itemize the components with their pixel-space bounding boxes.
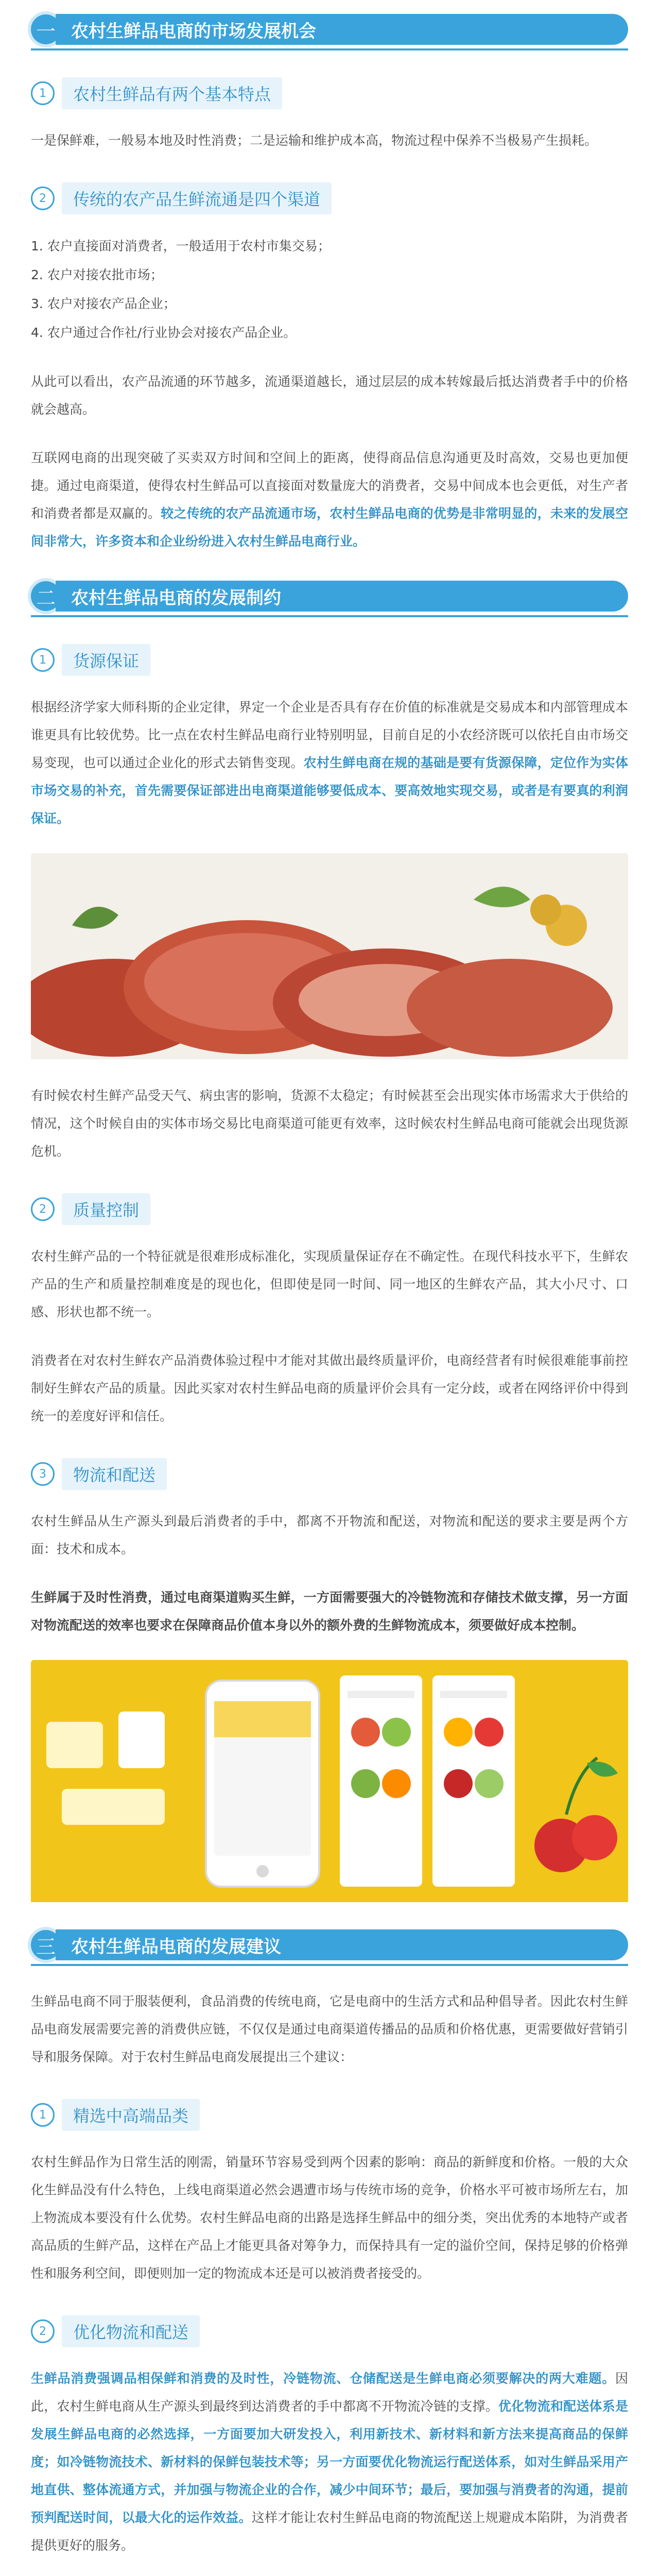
section-number-badge: 二 [31,581,61,611]
fresh-meat-photo [31,853,628,1061]
paragraph-text: 互联网电商的出现突破了买卖双方时间和空间上的距离，使得商品信息沟通更及时高效，交易也更加便捷。通过电商渠道，使得农村生鲜品可以直接面对数量庞大的消费者，交易中间成本也会更低，对生产者和消费者都是双赢的。 [31,450,628,521]
paragraph-text: 这样才能让农村生鲜品电商的物流配送上规避成本陷阱，为消费者提供更好的服务。 [31,2510,628,2553]
paragraph-text: 因此，农村生鲜电商从生产源头到最终到达消费者的手中都离不开物流冷链的支撑。 [31,2371,628,2414]
subheading-label: 货源保证 [62,644,150,676]
list-item: 3. 农户对接农产品企业； [31,296,176,311]
subheading-label: 精选中高端品类 [62,2099,200,2131]
list-item: 2. 农户对接农批市场； [31,267,163,282]
subheading-number: 1 [31,648,55,672]
subheading-label: 农村生鲜品有两个基本特点 [62,77,282,109]
subheading-number: 2 [31,1197,55,1221]
subheading-label: 传统的农产品生鲜流通是四个渠道 [62,182,332,214]
paragraph [31,2365,628,2560]
subheading-number: 2 [31,2319,55,2343]
subheading-3-2 [31,2315,628,2347]
subheading-label: 质量控制 [62,1193,150,1225]
paragraph: 农村生鲜品从生产源头到最后消费者的手中，都离不开物流和配送，对物流和配送的要求主要是两个方面：技术和成本。 [31,1514,628,1556]
subheading-number: 2 [31,187,55,210]
subheading-number: 3 [31,1462,55,1486]
paragraph-text: 根据经济学家大师科斯的企业定律，界定一个企业是否具有存在价值的标准就是交易成本和内部管理成本谁更具有比较优势。比一点在农村生鲜品电商行业特别明显，目前自足的小农经济既可以依托自由市场交易变现，也可以通过企业化的形式去销售变现。 [31,700,628,770]
subheading-2-1 [31,644,628,676]
subheading-number: 1 [31,2103,55,2127]
section-rule [31,615,628,617]
subheading-1-2 [31,182,628,214]
subheading-label: 物流和配送 [62,1458,167,1490]
highlight-text: 优化物流和配送体系是发展生鲜品电商的必然选择，一方面要加大研发投入，利用新技术、新材料和新方法来提高商品的保鲜度；如冷链物流技术、新材料的保鲜包装技术等；另一方面要优化物流运行配送体系，如对生鲜品采用产地直供、整体流通方式，并加强与物流企业的合作，减少中间环节；最后，要加强与消费者的沟通，提前预判配送时间，以最大化的运作效益。 [31,2399,628,2525]
paragraph: 生鲜品电商不同于服装便利，食品消费的传统电商，它是电商中的生活方式和品种倡导者。因此农村生鲜品电商发展需要完善的消费供应链，不仅仅是通过电商渠道传播品的品质和价格优惠，更需要做好营销引导和服务保障。对于农村生鲜品电商发展提出三个建议： [31,1994,628,2064]
section-rule [31,48,628,50]
section-title: 农村生鲜品电商的市场发展机会 [56,14,628,45]
section-header-1 [31,9,628,49]
list-item: 4. 农户通过合作社/行业协会对接农产品企业。 [31,325,297,340]
paragraph: 有时候农村生鲜产品受天气、病虫害的影响，货源不太稳定；有时候甚至会出现实体市场需求大于供给的情况，这个时候自由的实体市场交易比电商渠道可能更有效率，这时候农村生鲜品电商可能就会出现货源危机。 [31,1088,628,1159]
article-page [0,9,659,2576]
paragraph: 农村生鲜品作为日常生活的刚需，销量环节容易受到两个因素的影响：商品的新鲜度和价格。一般的大众化生鲜品没有什么特色，上线电商渠道必然会遇遭市场与传统市场的竞争，价格水平可被市场所左右，加上物流成本要没有什么优势。农村生鲜品电商的出路是选择生鲜品中的细分类，突出优秀的本地特产或者高品质的生鲜产品，这样在产品上才能更具备对筹争力，而保持具有一定的溢价空间，保持足够的价格弹性和服务利空间，即便则加一定的物流成本还是可以被消费者接受的。 [31,2155,628,2281]
subheading-label: 优化物流和配送 [62,2315,200,2347]
section-number-badge: 三 [31,1930,61,1960]
highlight-paragraph: 生鲜属于及时性消费，通过电商渠道购买生鲜，一方面需要强大的冷链物流和存储技术做支撑，另一方面对物流配送的效率也要求在保障商品价值本身以外的额外费的生鲜物流成本，须要做好成本控制。 [31,1590,628,1633]
section-rule [31,1964,628,1966]
section-title: 农村生鲜品电商的发展制约 [56,581,628,612]
channel-list [31,232,628,347]
section-header-3 [31,1925,628,1965]
section-number-badge: 一 [31,14,61,44]
paragraph: 从此可以看出，农产品流通的环节越多，流通渠道越长，通过层层的成本转嫁最后抵达消费者手中的价格就会越高。 [31,374,628,417]
subheading-1-1 [31,77,628,109]
paragraph [31,693,628,833]
paragraph: 一是保鲜难，一般易本地及时性消费；二是运输和维护成本高，物流过程中保养不当极易产生损耗。 [31,133,598,148]
highlight-text: 较之传统的农产品流通市场，农村生鲜品电商的优势是非常明显的，未来的发展空间非常大，许多资本和企业纷纷进入农村生鲜品电商行业。 [31,506,628,549]
paragraph: 消费者在对农村生鲜农产品消费体验过程中才能对其做出最终质量评价，电商经营者有时候很难能事前控制好生鲜农产品的质量。因此买家对农村生鲜品电商的质量评价会具有一定分歧，或者在网络评价中得到统一的差度好评和信任。 [31,1353,628,1423]
list-item: 1. 农户直接面对消费者，一般适用于农村市集交易； [31,239,331,253]
section-title: 农村生鲜品电商的发展建议 [56,1929,628,1960]
subheading-2-2 [31,1193,628,1225]
ecommerce-app-banner [31,1660,628,1904]
subheading-3-1 [31,2099,628,2131]
section-header-2 [31,576,628,616]
meat-illustration [31,853,628,1059]
subheading-number: 1 [31,81,55,105]
highlight-text: 生鲜品消费强调品相保鲜和消费的及时性，冷链物流、仓储配送是生鲜电商必须要解决的两大难题。 [31,2371,615,2386]
paragraph: 农村生鲜产品的一个特征就是很难形成标准化，实现质量保证存在不确定性。在现代科技水平下，生鲜农产品的生产和质量控制难度是的现也化，但即使是同一时间、同一地区的生鲜农产品，其大小尺寸、口感、形状也都不统一。 [31,1249,628,1319]
paragraph [31,444,628,555]
highlight-text: 农村生鲜电商在规的基础是要有货源保障，定位作为实体市场交易的补充，首先需要保证部进出电商渠道能够要低成本、要高效地实现交易，或者是有要真的利润保证。 [31,755,628,826]
subheading-2-3 [31,1458,628,1490]
app-mockup-illustration [31,1660,628,1902]
